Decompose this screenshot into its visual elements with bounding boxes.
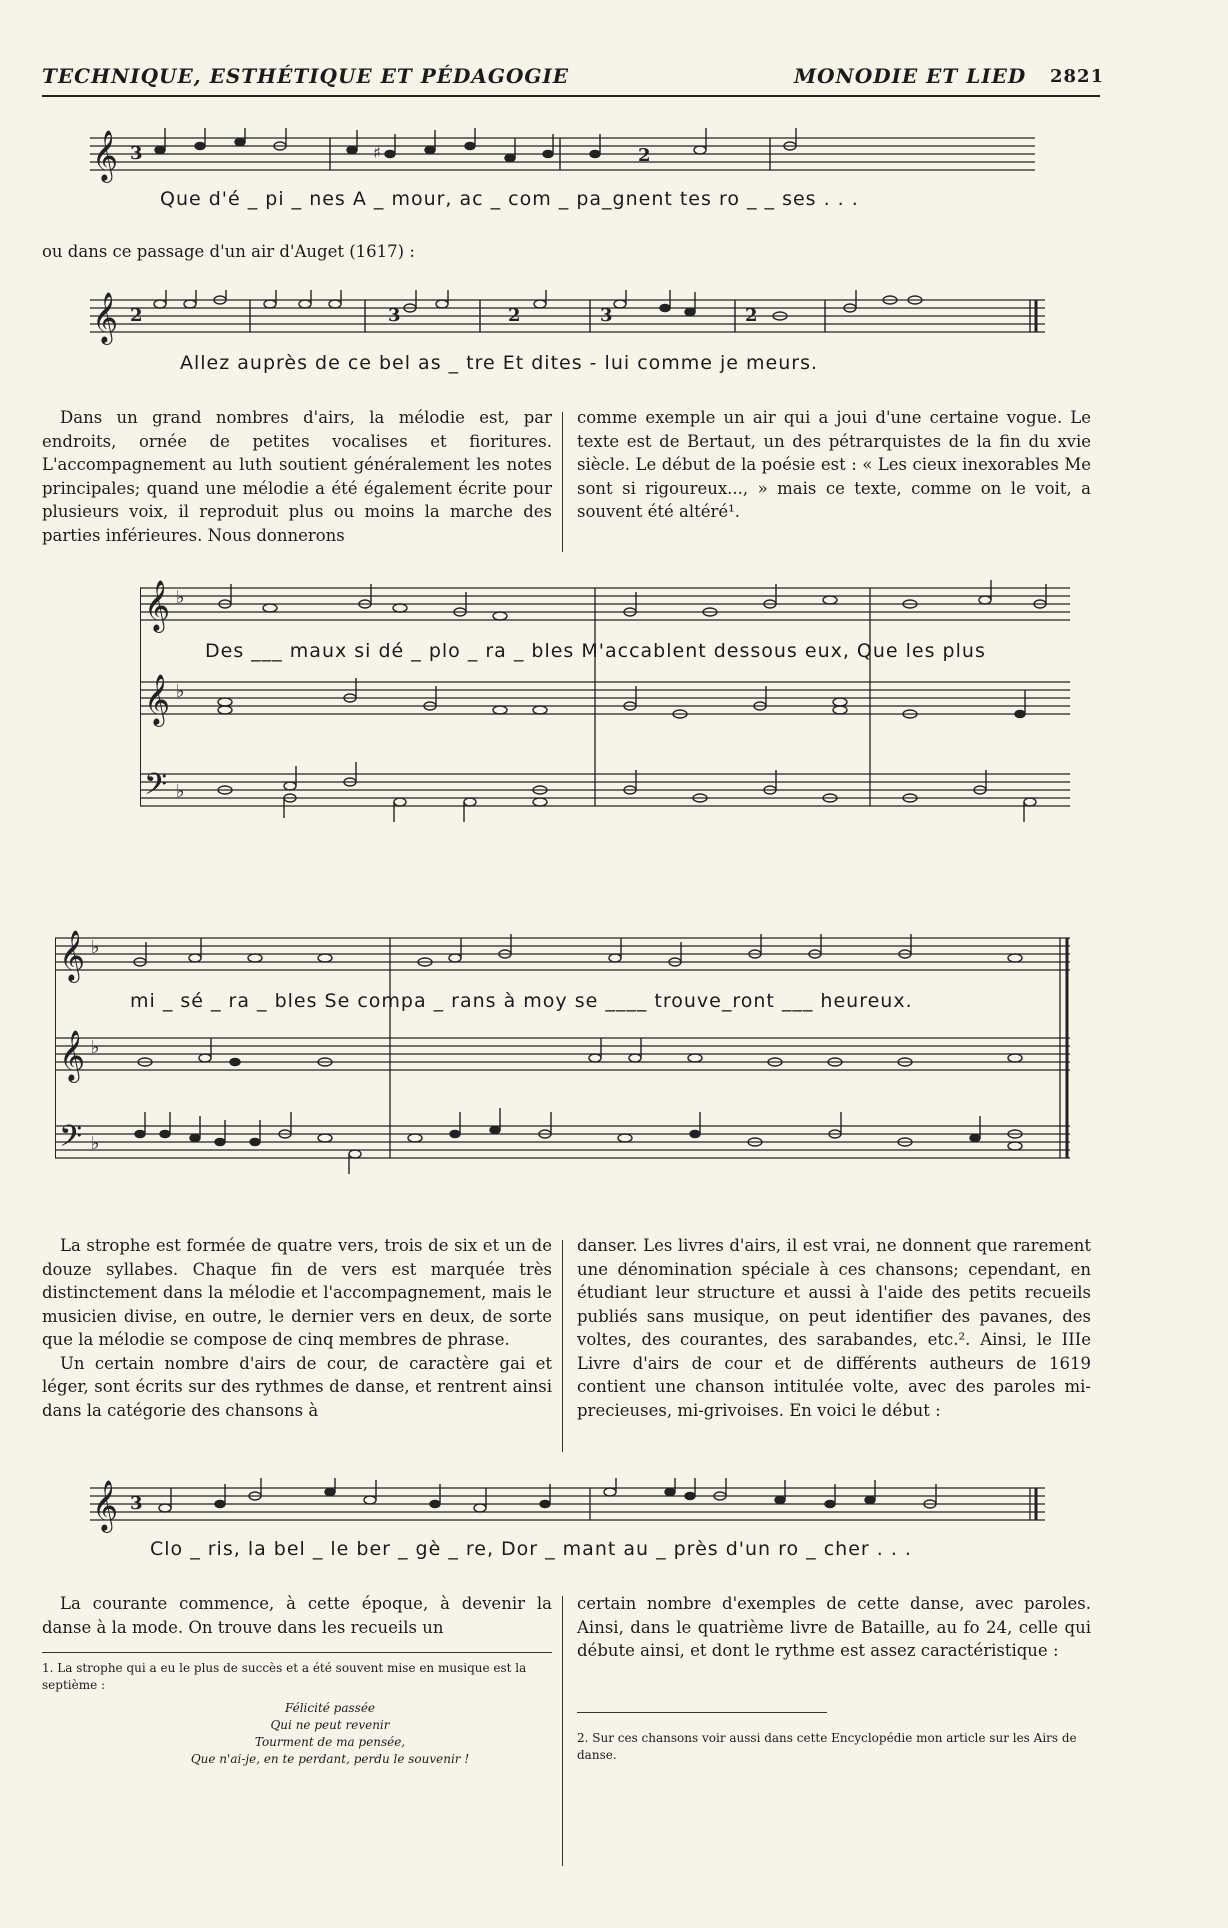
music-example-2: [90, 290, 1050, 350]
header-left-title: TECHNIQUE, ESTHÉTIQUE ET PÉDAGOGIE: [42, 64, 570, 88]
footnote-1: 1. La strophe qui a eu le plus de succès et a été souvent mise en musique est la septième :: [42, 1661, 527, 1692]
music-example-1-lyrics: Que d'é _ pi _ nes A _ mour, ac _ com _ pa_gnent tes ro _ _ ses . . .: [160, 188, 859, 210]
footnote-2: 2. Sur ces chansons voir aussi dans cette Encyclopédie mon article sur les Airs de danse.: [577, 1731, 1077, 1762]
header-right-title: MONODIE ET LIED: [794, 64, 1027, 88]
paragraph-right-2: danser. Les livres d'airs, il est vrai, ne donnent que rarement une dénomination spéciale à ces chansons; cependant, en étudiant leur structure et aussi à l'aide des petits recueils publiés sans musique, on peut identifier des pavanes, des voltes, des courantes, des sarabandes, etc.². Ainsi, le IIIe Livre d'airs de cour et de différents autheurs de 1619 contient une chanson intitulée volte, avec des paroles mi-precieuses, mi-grivoises. En voici le début :: [577, 1236, 1091, 1420]
paragraph-right-1: comme exemple un air qui a joui d'une certaine vogue. Le texte est de Bertaut, un des pétrarquistes de la fin du xvie siècle. Le début de la poésie est : « Les cieux inexorables Me sont si rigoureux..., » mais ce texte, comme on le voit, a souvent été altéré¹.: [577, 408, 1091, 521]
time-signature-e: 2: [745, 305, 758, 326]
text-block-left-3: [42, 1592, 552, 1639]
text-block-left-1: [42, 406, 552, 547]
paragraph-left-1: Dans un grand nombres d'airs, la mélodie est, par endroits, ornée de petites vocalises et fioritures. L'accompagnement au luth soutient généralement les notes principales; quand une mélodie a été également écrite pour plusieurs voix, il reproduit plus ou moins la marche des parties inférieures. Nous donnerons: [42, 408, 552, 545]
time-signature-b: 3: [388, 305, 401, 326]
svg-text:♭: ♭: [176, 781, 185, 802]
svg-text:𝄞: 𝄞: [59, 930, 86, 981]
poem-line: Qui ne peut revenir: [270, 1718, 390, 1732]
score-system-2: [55, 928, 1075, 1188]
svg-text:𝄞: 𝄞: [92, 1480, 119, 1531]
header-rule: [42, 95, 1100, 97]
paragraph-left-2b: Un certain nombre d'airs de cour, de caractère gai et léger, sont écrits sur des rythmes de danse, et rentrent ainsi dans la catégorie des chansons à: [42, 1353, 552, 1420]
svg-text:♭: ♭: [91, 1037, 100, 1058]
music-example-3-lyrics: Clo _ ris, la bel _ le ber _ gè _ re, Dor _ mant au _ près d'un ro _ cher . . .: [150, 1538, 912, 1560]
svg-text:♭: ♭: [91, 937, 100, 958]
paragraph-left-3: La courante commence, à cette époque, à devenir la danse à la mode. On trouve dans les recueils un: [42, 1594, 552, 1637]
svg-text:𝄢: 𝄢: [144, 768, 168, 809]
time-signature-d: 3: [600, 305, 613, 326]
text-block-right-1: [577, 406, 1091, 524]
column-rule-3: [562, 1596, 563, 1866]
intro-line: [42, 240, 562, 264]
column-rule-1: [562, 412, 563, 552]
running-header: [42, 64, 1105, 94]
svg-text:𝄞: 𝄞: [92, 292, 119, 343]
music-example-2-lyrics: Allez auprès de ce bel as _ tre Et dites - lui comme je meurs.: [180, 352, 819, 374]
paragraph-right-3: certain nombre d'exemples de cette danse, avec paroles. Ainsi, dans le quatrième livre de Bataille, au fo 24, celle qui débute ainsi, et dont le rythme est assez caractéristique :: [577, 1594, 1091, 1660]
music-example-3: [90, 1478, 1050, 1538]
column-rule-2: [562, 1240, 563, 1452]
time-signature-c: 2: [508, 305, 521, 326]
time-signature-a: 2: [130, 305, 143, 326]
svg-text:𝄞: 𝄞: [92, 130, 119, 181]
svg-text:♭: ♭: [176, 587, 185, 608]
text-block-right-2: [577, 1234, 1091, 1422]
poem-line: Tourment de ma pensée,: [254, 1735, 406, 1749]
page-number: 2821: [1050, 66, 1105, 87]
poem-line: Que n'ai-je, en te perdant, perdu le souvenir !: [190, 1752, 470, 1766]
footnote-rule-right: [577, 1712, 827, 1713]
svg-text:♭: ♭: [91, 1133, 100, 1154]
svg-text:♭: ♭: [176, 681, 185, 702]
time-signature: 3: [130, 143, 143, 164]
paragraph-left-2a: La strophe est formée de quatre vers, trois de six et un de douze syllabes. Chaque fin de vers est marquée très distinctement dans la mélodie et l'accompagnement, mais le musicien divise, en outre, le dernier vers en deux, de sorte que la mélodie se compose de cinq membres de phrase.: [42, 1236, 552, 1349]
svg-text:𝄞: 𝄞: [144, 580, 171, 631]
svg-text:♯: ♯: [373, 143, 381, 162]
time-signature: 3: [130, 1493, 143, 1514]
svg-text:𝄢: 𝄢: [59, 1120, 83, 1161]
score-system-2-lyrics: mi _ sé _ ra _ bles Se compa _ rans à moy se ____ trouve_ront ___ heureux.: [130, 990, 913, 1012]
score-system-1-lyrics: Des ___ maux si dé _ plo _ ra _ bles M'accablent dessous eux, Que les plus: [205, 640, 986, 662]
music-example-1: [90, 128, 1040, 188]
footnote-1-poem: [140, 1700, 520, 1768]
svg-text:𝄞: 𝄞: [59, 1030, 86, 1081]
svg-text:𝄞: 𝄞: [144, 674, 171, 725]
text-block-right-3: [577, 1592, 1091, 1663]
footnote-rule-left: [42, 1652, 552, 1653]
svg-text:2: 2: [638, 145, 651, 166]
poem-line: Félicité passée: [284, 1701, 376, 1715]
text-block-left-2: [42, 1234, 552, 1422]
intro-line-text: ou dans ce passage d'un air d'Auget (1617) :: [42, 242, 415, 261]
score-system-1: [140, 578, 1075, 878]
